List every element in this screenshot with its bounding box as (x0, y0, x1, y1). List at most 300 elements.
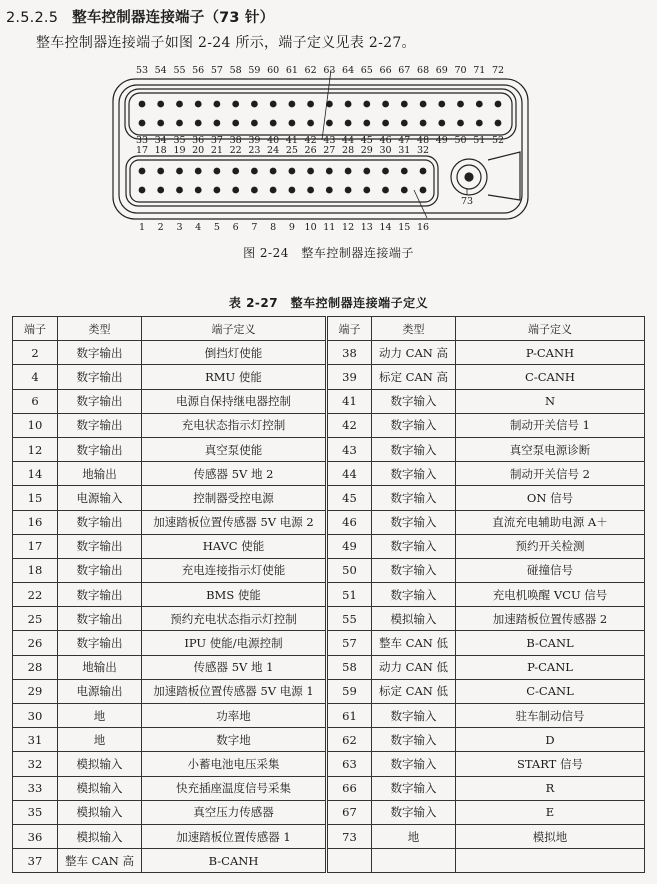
header-terminal: 端子 (13, 317, 58, 341)
pin-lower-top (382, 168, 389, 175)
cell-definition-2: C-CANL (456, 679, 645, 703)
pin-upper-bottom (270, 120, 277, 127)
cell-terminal-2: 55 (327, 607, 372, 631)
section-number: 2.5.2.5 (6, 10, 59, 26)
cell-type-2: 数字输入 (372, 583, 456, 607)
pin-lower-top (363, 168, 370, 175)
pin-upper-top (232, 101, 239, 108)
pin-label: 49 (435, 135, 448, 146)
cell-terminal: 17 (13, 534, 58, 558)
pin-upper-bottom (401, 120, 408, 127)
table-row (13, 534, 645, 558)
cell-terminal-2: 50 (327, 558, 372, 582)
pin-label: 14 (379, 222, 392, 233)
intro-paragraph: 整车控制器连接端子如图 2-24 所示，端子定义见表 2-27。 (36, 35, 416, 51)
pin-lower-top (251, 168, 258, 175)
cell-terminal: 4 (13, 365, 58, 389)
pin-upper-bottom (232, 120, 239, 127)
cell-type: 数字输出 (58, 607, 142, 631)
cell-terminal-2: 51 (327, 583, 372, 607)
cell-definition: 数字地 (142, 728, 327, 752)
pin-label: 72 (491, 65, 505, 76)
pin-lower-top (214, 168, 221, 175)
pin-lower-top (289, 168, 296, 175)
pin-lower-top (232, 168, 239, 175)
pin-upper-top (289, 101, 296, 108)
table-row (13, 655, 645, 679)
pin-lower-top (157, 168, 164, 175)
pin-label: 39 (248, 135, 261, 146)
pin-lower-bottom (382, 187, 389, 194)
pin-label: 31 (398, 145, 411, 156)
cell-definition-2: R (456, 776, 645, 800)
pin-label: 45 (360, 135, 373, 146)
cell-type: 数字输出 (58, 389, 142, 413)
cell-definition: 传感器 5V 地 2 (142, 462, 327, 486)
pin-lower-bottom (289, 187, 296, 194)
cell-definition-2: N (456, 389, 645, 413)
cell-definition-2: 驻车制动信号 (456, 704, 645, 728)
cell-terminal: 37 (13, 849, 58, 873)
pin-label: 41 (285, 135, 298, 146)
cell-definition: B-CANH (142, 849, 327, 873)
lower-pin-block (126, 156, 438, 206)
pin-label: 30 (379, 145, 392, 156)
pin-upper-bottom (363, 120, 370, 127)
cell-definition: HAVC 使能 (142, 534, 327, 558)
pin-label: 63 (323, 65, 336, 76)
cell-terminal: 31 (13, 728, 58, 752)
pin-label: 40 (267, 135, 280, 146)
table-row (13, 365, 645, 389)
pin-label: 44 (342, 135, 355, 146)
pin-upper-top (214, 101, 221, 108)
cell-terminal: 22 (13, 583, 58, 607)
cell-terminal-2: 62 (327, 728, 372, 752)
pin-label: 18 (154, 145, 167, 156)
pin-lower-top (420, 168, 427, 175)
pin-label: 24 (267, 145, 280, 156)
pin-label: 13 (360, 222, 373, 233)
pin-upper-bottom (195, 120, 202, 127)
pin-lower-top (195, 168, 202, 175)
cell-terminal-2: 49 (327, 534, 372, 558)
pin-lower-bottom (270, 187, 277, 194)
cell-terminal: 16 (13, 510, 58, 534)
cell-definition: 小蓄电池电压采集 (142, 752, 327, 776)
cell-terminal: 14 (13, 462, 58, 486)
cell-type-2: 数字输入 (372, 752, 456, 776)
cell-definition: 加速踏板位置传感器 5V 电源 2 (142, 510, 327, 534)
pin-lower-bottom (345, 187, 352, 194)
cell-definition-2: 碰撞信号 (456, 558, 645, 582)
pin-label: 26 (304, 145, 317, 156)
pin-label: 37 (210, 135, 223, 146)
pin-label: 65 (360, 65, 373, 76)
cell-definition: 电源自保持继电器控制 (142, 389, 327, 413)
pin-upper-top (401, 101, 408, 108)
cell-type-2: 数字输入 (372, 776, 456, 800)
table-row (13, 704, 645, 728)
table-row (13, 341, 645, 365)
cell-definition: 控制器受控电源 (142, 486, 327, 510)
table-row (13, 824, 645, 848)
table-row (13, 849, 645, 873)
cell-terminal: 10 (13, 413, 58, 437)
pin-label: 23 (248, 145, 261, 156)
cell-type-2 (372, 849, 456, 873)
pin-lower-bottom (232, 187, 239, 194)
lower-pin-block-inner (130, 160, 434, 202)
pin-label: 55 (173, 65, 186, 76)
cell-type: 数字输出 (58, 631, 142, 655)
pin-upper-top (157, 101, 164, 108)
pin-lower-bottom (214, 187, 221, 194)
pin-upper-bottom (495, 120, 502, 127)
pin-label: 22 (229, 145, 242, 156)
cell-terminal: 36 (13, 824, 58, 848)
table-caption: 表 2-27 整车控制器连接端子定义 (228, 296, 429, 310)
pin-label: 50 (454, 135, 467, 146)
table-row (13, 486, 645, 510)
cell-type: 数字输出 (58, 341, 142, 365)
pin-label: 71 (473, 65, 486, 76)
pin-lower-top (401, 168, 408, 175)
cell-terminal: 33 (13, 776, 58, 800)
cell-definition-2: 模拟地 (456, 824, 645, 848)
pin-upper-bottom (157, 120, 164, 127)
pin-upper-top (251, 101, 258, 108)
cell-terminal-2: 46 (327, 510, 372, 534)
cell-terminal-2: 67 (327, 800, 372, 824)
cell-type-2: 数字输入 (372, 534, 456, 558)
connector-figure (0, 60, 657, 275)
pin-label: 11 (323, 222, 336, 233)
pin-label: 67 (398, 65, 411, 76)
table-row (13, 631, 645, 655)
table-row (13, 558, 645, 582)
pin-upper-bottom (214, 120, 221, 127)
figure-caption: 图 2-24 整车控制器连接端子 (243, 246, 414, 260)
upper-pin-block-inner (129, 93, 512, 135)
cell-terminal-2: 66 (327, 776, 372, 800)
cell-definition-2: E (456, 800, 645, 824)
pin-upper-top (363, 101, 370, 108)
pin-label: 20 (192, 145, 205, 156)
cell-definition: 充电连接指示灯使能 (142, 558, 327, 582)
cell-terminal-2: 57 (327, 631, 372, 655)
pin-label: 68 (417, 65, 430, 76)
pin-label: 28 (342, 145, 355, 156)
cell-definition-2: B-CANL (456, 631, 645, 655)
cell-type-2: 数字输入 (372, 413, 456, 437)
pin-upper-bottom (251, 120, 258, 127)
cell-type: 电源输入 (58, 486, 142, 510)
cell-type: 整车 CAN 高 (58, 849, 142, 873)
cell-type-2: 标定 CAN 高 (372, 365, 456, 389)
pin-upper-bottom (438, 120, 445, 127)
pin-label: 42 (304, 135, 317, 146)
pin-upper-bottom (289, 120, 296, 127)
pin-label: 58 (229, 65, 242, 76)
pin-label: 25 (285, 145, 298, 156)
pin-upper-top (476, 101, 483, 108)
cell-type-2: 数字输入 (372, 800, 456, 824)
cell-definition: 快充插座温度信号采集 (142, 776, 327, 800)
cell-type: 模拟输入 (58, 824, 142, 848)
cell-definition: 功率地 (142, 704, 327, 728)
cell-type-2: 数字输入 (372, 728, 456, 752)
cell-definition-2: C-CANH (456, 365, 645, 389)
pin-upper-bottom (345, 120, 352, 127)
cell-definition-2: 直流充电辅助电源 A＋ (456, 510, 645, 534)
cell-type: 数字输出 (58, 365, 142, 389)
cell-type-2: 数字输入 (372, 510, 456, 534)
pin-label: 10 (304, 222, 317, 233)
cell-type: 数字输出 (58, 510, 142, 534)
pin-lower-bottom (195, 187, 202, 194)
pin-label: 19 (173, 145, 186, 156)
cell-terminal: 26 (13, 631, 58, 655)
table-row (13, 389, 645, 413)
pin-upper-bottom (326, 120, 333, 127)
cell-terminal-2: 39 (327, 365, 372, 389)
cell-terminal: 18 (13, 558, 58, 582)
table-header-row (13, 317, 645, 341)
pin-label: 15 (398, 222, 411, 233)
leader-line-16 (414, 190, 427, 218)
cell-definition-2: P-CANH (456, 341, 645, 365)
cell-definition-2: START 信号 (456, 752, 645, 776)
cell-terminal: 12 (13, 437, 58, 461)
header-definition-2: 端子定义 (456, 317, 645, 341)
cell-terminal: 28 (13, 655, 58, 679)
cell-terminal-2: 43 (327, 437, 372, 461)
pin-upper-top (457, 101, 464, 108)
cell-definition: IPU 使能/电源控制 (142, 631, 327, 655)
cell-type: 模拟输入 (58, 776, 142, 800)
pin-upper-bottom (382, 120, 389, 127)
cell-definition: 预约充电状态指示灯控制 (142, 607, 327, 631)
pin-lower-top (326, 168, 333, 175)
pin-label: 35 (173, 135, 186, 146)
table-row (13, 413, 645, 437)
cell-type-2: 标定 CAN 低 (372, 679, 456, 703)
pin-upper-top (495, 101, 502, 108)
cell-definition-2: 充电机唤醒 VCU 信号 (456, 583, 645, 607)
pin-label: 29 (360, 145, 373, 156)
terminal-definition-table (12, 316, 645, 873)
pin-upper-top (326, 101, 333, 108)
pin-label: 61 (285, 65, 298, 76)
cell-terminal: 30 (13, 704, 58, 728)
pin-label: 7 (251, 222, 258, 233)
pin-label: 4 (195, 222, 202, 233)
pin-lower-top (139, 168, 146, 175)
table-row (13, 728, 645, 752)
cell-terminal: 25 (13, 607, 58, 631)
pin-lower-bottom (157, 187, 164, 194)
pin-number-labels (136, 65, 504, 233)
cell-definition: BMS 使能 (142, 583, 327, 607)
pin-label: 51 (473, 135, 486, 146)
cell-terminal-2: 58 (327, 655, 372, 679)
header-type-2: 类型 (372, 317, 456, 341)
table-row (13, 679, 645, 703)
cell-type-2: 数字输入 (372, 486, 456, 510)
cell-type-2: 动力 CAN 高 (372, 341, 456, 365)
pin-upper-bottom (176, 120, 183, 127)
cell-terminal-2: 61 (327, 704, 372, 728)
cell-type: 数字输出 (58, 558, 142, 582)
pin-upper-top (139, 101, 146, 108)
pin-label: 33 (135, 135, 149, 146)
pin-label: 62 (304, 65, 317, 76)
table-row (13, 607, 645, 631)
pin-label: 53 (135, 65, 149, 76)
pin-upper-top (176, 101, 183, 108)
pin-lower-bottom (176, 187, 183, 194)
pin-label: 69 (435, 65, 448, 76)
cell-type: 地 (58, 728, 142, 752)
header-definition: 端子定义 (142, 317, 327, 341)
cell-terminal: 15 (13, 486, 58, 510)
pin-label: 2 (157, 222, 164, 233)
table-row (13, 752, 645, 776)
cell-type-2: 数字输入 (372, 704, 456, 728)
pin-label: 1 (138, 222, 146, 233)
cell-type: 地输出 (58, 462, 142, 486)
header-type: 类型 (58, 317, 142, 341)
section-heading (6, 6, 274, 27)
pin-upper-bottom (139, 120, 146, 127)
cell-definition: 传感器 5V 地 1 (142, 655, 327, 679)
pin-label: 3 (176, 222, 183, 233)
header-terminal-2: 端子 (327, 317, 372, 341)
table-row (13, 583, 645, 607)
cell-type: 数字输出 (58, 583, 142, 607)
table-row (13, 510, 645, 534)
cell-type: 地 (58, 704, 142, 728)
pin-upper-top (345, 101, 352, 108)
cell-terminal-2: 59 (327, 679, 372, 703)
pin-label: 32 (416, 145, 430, 156)
pin-label: 6 (232, 222, 239, 233)
cell-type: 模拟输入 (58, 752, 142, 776)
pin-label: 36 (192, 135, 205, 146)
cell-type-2: 数字输入 (372, 437, 456, 461)
pin-label: 60 (267, 65, 280, 76)
cell-type-2: 数字输入 (372, 462, 456, 486)
pin-lower-bottom (307, 187, 314, 194)
cell-terminal: 2 (13, 341, 58, 365)
pin-label: 16 (416, 222, 430, 233)
cell-type: 数字输出 (58, 534, 142, 558)
cell-type: 模拟输入 (58, 800, 142, 824)
cell-terminal: 6 (13, 389, 58, 413)
cell-terminal: 32 (13, 752, 58, 776)
cell-terminal: 29 (13, 679, 58, 703)
pin-upper-bottom (307, 120, 314, 127)
cell-terminal: 35 (13, 800, 58, 824)
cell-type-2: 地 (372, 824, 456, 848)
pin-lower-bottom (139, 187, 146, 194)
cell-terminal-2: 73 (327, 824, 372, 848)
pin-label: 64 (342, 65, 355, 76)
cell-definition: 真空泵使能 (142, 437, 327, 461)
pin-label: 34 (154, 135, 167, 146)
cell-type-2: 整车 CAN 低 (372, 631, 456, 655)
pin-upper-top (195, 101, 202, 108)
cell-terminal-2: 42 (327, 413, 372, 437)
pin-lower-bottom (251, 187, 258, 194)
coax-label: 73 (460, 196, 474, 207)
cell-terminal-2: 45 (327, 486, 372, 510)
cell-terminal-2: 63 (327, 752, 372, 776)
pin-upper-top (382, 101, 389, 108)
pin-label: 38 (229, 135, 242, 146)
cell-terminal-2: 44 (327, 462, 372, 486)
pin-lower-top (307, 168, 314, 175)
table-row (13, 800, 645, 824)
pin-lower-top (270, 168, 277, 175)
cell-definition: 加速踏板位置传感器 1 (142, 824, 327, 848)
pin-upper-top (270, 101, 277, 108)
section-title: 整车控制器连接端子（73 针） (72, 10, 275, 26)
pin-upper-bottom (457, 120, 464, 127)
cell-definition-2: P-CANL (456, 655, 645, 679)
cell-type: 数字输出 (58, 437, 142, 461)
pin-lower-bottom (420, 187, 427, 194)
cell-definition: 真空压力传感器 (142, 800, 327, 824)
pin-lower-top (345, 168, 352, 175)
pin-label: 54 (154, 65, 167, 76)
pin-label: 56 (192, 65, 205, 76)
table-row (13, 776, 645, 800)
upper-pin-block (125, 89, 516, 139)
cell-type: 数字输出 (58, 413, 142, 437)
cell-type-2: 模拟输入 (372, 607, 456, 631)
pin-label: 46 (379, 135, 392, 146)
pin-lower-bottom (326, 187, 333, 194)
cell-type: 电源输出 (58, 679, 142, 703)
cell-definition-2: 制动开关信号 2 (456, 462, 645, 486)
pin-label: 9 (288, 222, 295, 233)
coax-pin (465, 173, 473, 181)
cell-definition: 加速踏板位置传感器 5V 电源 1 (142, 679, 327, 703)
pin-upper-top (438, 101, 445, 108)
pin-label: 12 (342, 222, 355, 233)
pin-label: 52 (491, 135, 505, 146)
connector-latch (488, 152, 520, 200)
cell-terminal-2: 38 (327, 341, 372, 365)
pin-label: 70 (454, 65, 467, 76)
cell-type-2: 动力 CAN 低 (372, 655, 456, 679)
pin-label: 57 (210, 65, 223, 76)
table-row (13, 462, 645, 486)
pin-lower-bottom (363, 187, 370, 194)
cell-type: 地输出 (58, 655, 142, 679)
cell-type-2: 数字输入 (372, 558, 456, 582)
cell-terminal-2: 41 (327, 389, 372, 413)
pin-upper-bottom (476, 120, 483, 127)
cell-terminal-2 (327, 849, 372, 873)
pin-label: 17 (135, 145, 149, 156)
pin-label: 21 (210, 145, 223, 156)
pin-upper-top (420, 101, 427, 108)
pin-label: 5 (213, 222, 220, 233)
table-row (13, 437, 645, 461)
